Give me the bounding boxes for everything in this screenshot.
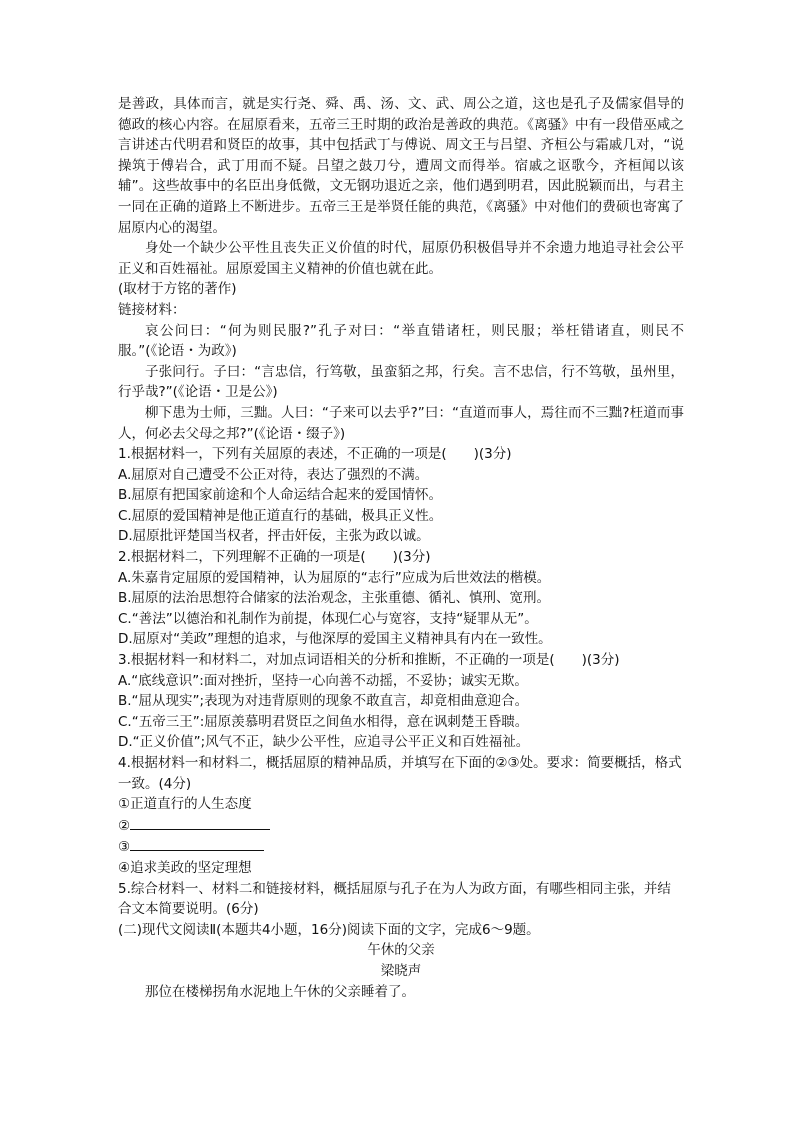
question-3-option-a: A.“底线意识”:面对挫折，坚持一心向善不动摇，不妥协；诚实无欺。 <box>118 672 528 689</box>
question-2-option-d: D.屈原对“美政”理想的追求，与他深厚的爱国主义精神具有内在一致性。 <box>118 631 552 648</box>
source-note: (取材于方铭的著作) <box>118 281 237 298</box>
section-heading: (二)现代文阅读Ⅱ(本题共4小题，16分)阅读下面的文字，完成6～9题。 <box>118 921 540 938</box>
question-3-option-d: D.“正义价值”;风气不正，缺少公平性，应追寻公平正义和百姓福祉。 <box>118 734 530 751</box>
question-2-option-b: B.屈原的法治思想符合储家的法治观念，主张重德、循礼、慎刑、宽刑。 <box>118 590 551 607</box>
story-title: 午休的父亲 <box>367 942 435 959</box>
story-author: 梁晓声 <box>380 962 422 979</box>
question-5-stem: 5.综合材料一、材料二和链接材料，概括屈原与孔子在为人为政方面，有哪些相同主张，并结合文本简要说明。(6分) <box>118 880 671 918</box>
question-4-item-3 <box>118 836 684 858</box>
question-1-option-a: A.屈原对自己遭受不公正对待，表达了强烈的不满。 <box>118 466 429 483</box>
material-paragraph: 是善政，具体而言，就是实行尧、舜、禹、汤、文、武、周公之道，这也是孔子及儒家倡导的德政的核心内容。在屈原看来，五帝三王时期的政治是善政的典范。《离骚》中有一段借巫咸之言讲述古代明君和贤臣的故事，其中包括武丁与傅说、周文王与吕望、齐桓公与霜戚几对，“说操筑于傅岩合，武丁用而不疑。吕望之鼓刀兮，遭周文而得举。宿戚之讴歌今，齐桓闻以该辅”。这些故事中的名臣出身低微，文无钢功退近之亲，他们遇到明君，因此脱颖而出，与君主一同在正确的道路上不断进步。五帝三王是举贤任能的典范，《离骚》中对他们的费硕也寄寓了屈原内心的渴望。 <box>118 96 684 236</box>
question-4-item-1: ①正道直行的人生态度 <box>118 796 252 813</box>
link-material-title: 链接材料： <box>118 301 186 318</box>
question-2-stem: 2.根据材料二，下列理解不正确的一项是( )(3分) <box>118 549 431 566</box>
analects-quote: 子张问行。子曰：“言忠信，行笃敬，虽蛮貊之邦，行矣。言不忠信，行不笃敬，虽州里，行乎哉?”(《论语・卫是公》) <box>118 363 684 401</box>
document-page <box>118 94 684 1002</box>
item-number: ③ <box>118 839 131 856</box>
question-1-option-c: C.屈原的爱国精神是他正道直行的基础，极具正义性。 <box>118 507 443 524</box>
answer-blank[interactable] <box>130 815 270 830</box>
analects-quote: 柳下患为士师，三黜。人曰：“子来可以去乎?”曰：“直道而事人，焉往而不三黜?枉道而事人，何必去父母之邦?”(《论语・缀子》) <box>118 404 684 442</box>
question-4-stem: 4.根据材料一和材料二，概括屈原的精神品质，并填写在下面的②③处。要求：简要概括，格式一致。(4分) <box>118 755 682 792</box>
question-2-option-a: A.朱嘉肯定屈原的爱国精神，认为屈原的“志行”应成为后世效法的楷模。 <box>118 569 551 586</box>
answer-blank[interactable] <box>130 836 264 851</box>
question-1-option-d: D.屈原批评楚国当权者，抨击奸佞，主张为政以诚。 <box>118 528 430 545</box>
question-3-stem: 3.根据材料一和材料二，对加点词语相关的分析和推断，不正确的一项是( )(3分) <box>118 652 620 669</box>
question-2-option-c: C.“善法”以德治和礼制作为前提，体现仁心与宽容，支持“疑罪从无”。 <box>118 610 538 627</box>
question-4-item-2 <box>118 815 684 837</box>
question-1-stem: 1.根据材料一，下列有关屈原的表述，不正确的一项是( )(3分) <box>118 446 512 463</box>
question-1-option-b: B.屈原有把国家前途和个人命运结合起来的爱国情怀。 <box>118 487 443 504</box>
item-number: ② <box>118 817 131 834</box>
analects-quote: 哀公问曰：“何为则民服?”孔子对曰：“举直错诸枉，则民服；举枉错诸直，则民不服。”(《论语・为政》) <box>118 322 684 360</box>
question-3-option-b: B.“屈从现实”;表现为对违背原则的现象不敢直言，却竟相曲意迎合。 <box>118 693 529 710</box>
question-4-item-4: ④追求美政的坚定理想 <box>118 859 252 876</box>
story-paragraph: 那位在楼梯拐角水泥地上午休的父亲睡着了。 <box>145 983 415 1000</box>
question-3-option-c: C.“五帝三王”:屈原羡慕明君贤臣之间鱼水相得，意在讽刺楚王昏聩。 <box>118 713 529 730</box>
material-paragraph: 身处一个缺少公平性且丧失正义价值的时代，屈原仍积极倡导并不余遗力地追寻社会公平正义和百姓福祉。屈原爱国主义精神的价值也就在此。 <box>118 240 684 277</box>
